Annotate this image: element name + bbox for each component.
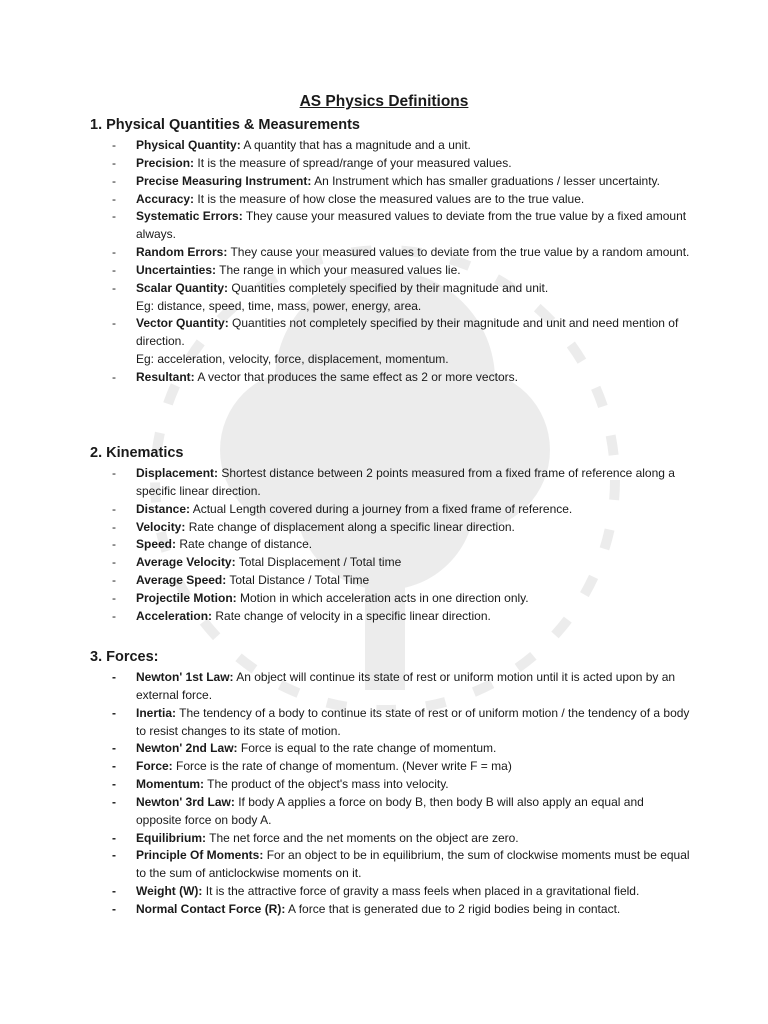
definition-text: Force is the rate of change of momentum. (Never write F = ma): [172, 759, 512, 774]
definition-item: [90, 740, 690, 758]
bullet-dash: -: [112, 155, 116, 170]
bullet-dash: -: [112, 191, 116, 206]
bullet-dash: -: [112, 138, 116, 152]
definition-item: [90, 669, 690, 705]
definition-text: Quantities not completely specified by their magnitude and unit and need mention of direction.: [136, 316, 679, 349]
definition-item: [90, 465, 690, 501]
bullet-dash: -: [112, 794, 116, 809]
definition-item: [90, 847, 690, 883]
definition-text: A vector that produces the same effect as 2 or more vectors.: [194, 369, 518, 384]
bullet-dash: -: [112, 759, 116, 774]
definition-term: Newton' 2nd Law:: [136, 741, 238, 756]
definition-term: Displacement:: [136, 466, 219, 480]
definition-text: They cause your measured values to deviate from the true value by a random amount.: [227, 245, 690, 260]
definition-item: [90, 608, 690, 626]
section-heading: 1. Physical Quantities & Measurements: [90, 117, 360, 133]
definition-list: [90, 137, 690, 387]
definition-text: Motion in which acceleration acts in one direction only.: [236, 590, 529, 605]
definition-text: If body A applies a force on body B, then body B will also apply an equal and opposite force on body A.: [136, 794, 644, 827]
definition-term: Force:: [136, 759, 173, 774]
definition-term: Newton' 3rd Law:: [136, 794, 235, 809]
definition-item: [90, 830, 690, 848]
bullet-dash: -: [112, 901, 116, 916]
definition-text: Rate change of velocity in a specific linear direction.: [212, 608, 491, 623]
section-kinematics: [90, 444, 690, 626]
section-physical-quantities: [90, 116, 690, 387]
definition-text: The tendency of a body to continue its state of rest or of uniform motion / the tendency of a body to resist changes to its state of motion.: [136, 705, 690, 738]
definition-text: Rate change of distance.: [176, 537, 313, 552]
definition-text: The range in which your measured values lie.: [216, 262, 461, 277]
definition-text: It is the measure of how close the measured values are to the true value.: [194, 191, 585, 206]
definition-text: The product of the object's mass into velocity.: [204, 777, 449, 792]
definition-item: [90, 262, 690, 280]
definition-term: Speed:: [136, 537, 177, 552]
definition-term: Equilibrium:: [136, 830, 206, 845]
definition-item: [90, 137, 690, 155]
bullet-dash: -: [112, 519, 116, 534]
definition-term: Acceleration:: [136, 608, 213, 623]
definition-text: For an object to be in equilibrium, the sum of clockwise moments must be equal to the sum of anticlockwise moments on it.: [136, 848, 690, 881]
definition-term: Random Errors:: [136, 245, 228, 260]
definition-item: [90, 794, 690, 830]
definition-term: Systematic Errors:: [136, 209, 243, 224]
bullet-dash: -: [112, 501, 116, 516]
definition-text: An object will continue its state of rest or uniform motion until it is acted upon by an external force.: [136, 670, 676, 702]
definition-item: [90, 536, 690, 554]
definition-text: The net force and the net moments on the object are zero.: [206, 830, 519, 845]
definition-item: [90, 776, 690, 794]
bullet-dash: -: [112, 705, 116, 720]
bullet-dash: -: [112, 316, 116, 331]
bullet-dash: -: [112, 262, 116, 277]
section-heading: 3. Forces:: [90, 649, 159, 665]
document-title: AS Physics Definitions: [299, 93, 469, 110]
definition-term: Principle Of Moments:: [136, 848, 264, 863]
definition-term: Projectile Motion:: [136, 590, 237, 605]
definition-term: Distance:: [136, 501, 191, 516]
definition-term: Uncertainties:: [136, 262, 217, 277]
definition-text: Total Distance / Total Time: [226, 573, 370, 588]
definition-term: Velocity:: [136, 519, 186, 534]
definition-term: Inertia:: [136, 705, 177, 720]
definition-term: Newton' 1st Law:: [136, 670, 234, 684]
definition-text: They cause your measured values to deviate from the true value by a fixed amount always.: [136, 209, 687, 242]
bullet-dash: -: [112, 245, 116, 260]
bullet-dash: -: [112, 369, 116, 384]
bullet-dash: -: [112, 466, 116, 480]
definition-term: Resultant:: [136, 369, 195, 384]
definition-term: Momentum:: [136, 777, 204, 792]
bullet-dash: -: [112, 884, 116, 899]
section-heading: 2. Kinematics: [90, 445, 184, 461]
bullet-dash: -: [112, 830, 116, 845]
definition-text: Rate change of displacement along a specific linear direction.: [185, 519, 515, 534]
definition-item: [90, 572, 690, 590]
definition-item: [90, 191, 690, 209]
definition-item: [90, 369, 690, 387]
definition-text: Quantities completely specified by their magnitude and unit.: [228, 280, 549, 295]
definition-term: Normal Contact Force (R):: [136, 901, 286, 916]
bullet-dash: -: [112, 741, 116, 756]
bullet-dash: -: [112, 670, 116, 684]
bullet-dash: -: [112, 537, 116, 552]
definition-text: An Instrument which has smaller graduations / lesser uncertainty.: [311, 173, 660, 188]
definition-item: [90, 501, 690, 519]
definition-text: Actual Length covered during a journey from a fixed frame of reference.: [190, 501, 573, 516]
definition-list: [90, 669, 690, 919]
definition-item: [90, 758, 690, 776]
bullet-dash: -: [112, 590, 116, 605]
definition-item: [90, 155, 690, 173]
definition-item: [90, 519, 690, 537]
definition-term: Average Speed:: [136, 573, 227, 588]
definition-term: Precise Measuring Instrument:: [136, 173, 312, 188]
definition-text: It is the attractive force of gravity a mass feels when placed in a gravitational field.: [202, 884, 640, 899]
definition-text: Shortest distance between 2 points measured from a fixed frame of reference along a specific linear direction.: [136, 466, 675, 498]
definition-term: Accuracy:: [136, 191, 195, 206]
bullet-dash: -: [112, 173, 116, 188]
definition-example: Eg: distance, speed, time, mass, power, energy, area.: [136, 298, 422, 313]
definition-term: Precision:: [136, 155, 195, 170]
bullet-dash: -: [112, 608, 116, 623]
definition-item: [90, 883, 690, 901]
section-forces: [90, 648, 690, 919]
definition-term: Vector Quantity:: [136, 316, 229, 331]
bullet-dash: -: [112, 555, 116, 570]
definition-example: Eg: acceleration, velocity, force, displacement, momentum.: [136, 352, 449, 367]
definition-item: [90, 554, 690, 572]
definition-term: Average Velocity:: [136, 555, 236, 570]
definition-item: [90, 705, 690, 741]
bullet-dash: -: [112, 777, 116, 792]
definition-term: Weight (W):: [136, 884, 203, 899]
definition-text: A force that is generated due to 2 rigid bodies being in contact.: [285, 901, 621, 916]
bullet-dash: -: [112, 280, 116, 295]
definition-text: A quantity that has a magnitude and a unit.: [240, 138, 471, 152]
definition-list: [90, 465, 690, 626]
definition-term: Physical Quantity:: [136, 138, 241, 152]
bullet-dash: -: [112, 209, 116, 224]
bullet-dash: -: [112, 848, 116, 863]
definition-text: Force is equal to the rate change of momentum.: [237, 741, 497, 756]
definition-item: [90, 590, 690, 608]
definition-text: It is the measure of spread/range of your measured values.: [194, 155, 512, 170]
definition-item: [90, 901, 690, 919]
definition-text: Total Displacement / Total time: [235, 555, 402, 570]
definition-term: Scalar Quantity:: [136, 280, 229, 295]
definition-item: [90, 173, 690, 191]
bullet-dash: -: [112, 573, 116, 588]
definition-item: [90, 208, 690, 244]
definition-item: [90, 280, 690, 316]
definition-item: [90, 315, 690, 369]
definition-item: [90, 244, 690, 262]
